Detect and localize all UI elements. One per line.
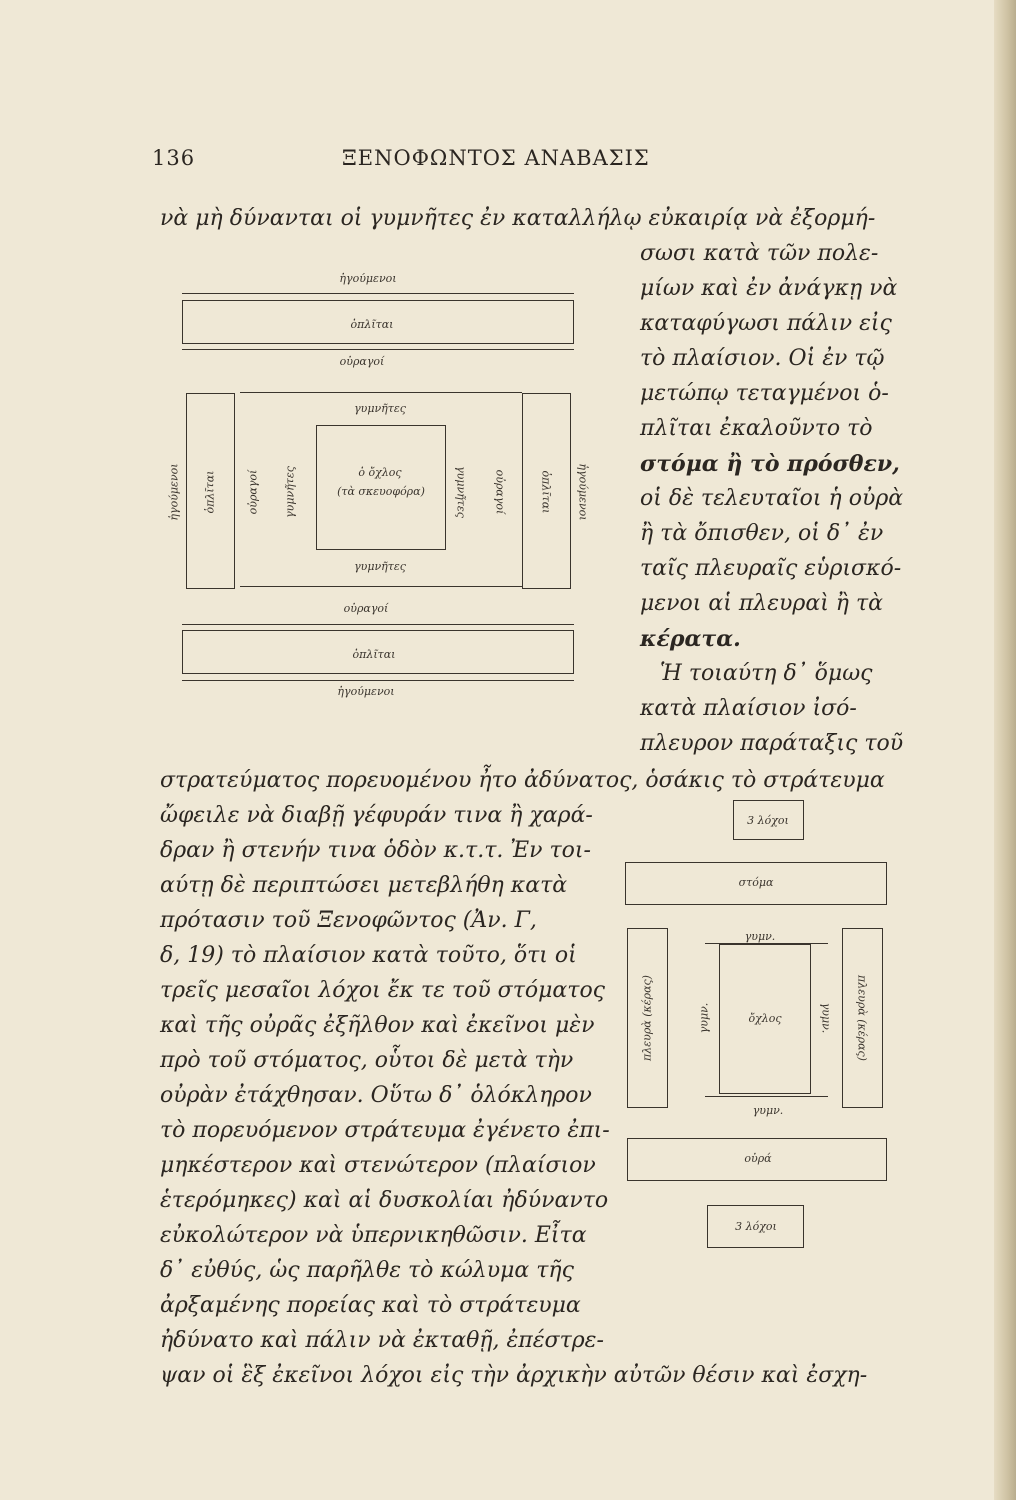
right-hoplites-label: ὁπλῖται	[539, 470, 553, 514]
text-line: τὸ πλαίσιον. Οἱ ἐν τῷ	[640, 346, 885, 371]
text-line: ἠδύνατο καὶ πάλιν νὰ ἐκταθῇ, ἐπέστρε-	[160, 1328, 604, 1353]
top-leaders-label: ἡγούμενοι	[339, 272, 397, 285]
text-line: κατὰ πλαίσιον ἰσό-	[640, 696, 857, 721]
right-rear-label: οὐραγοί	[493, 469, 507, 515]
text-line: στόμα ἢ τὸ πρόσθεν,	[640, 451, 900, 477]
text-line: ταῖς πλευραῖς εὑρισκό-	[640, 556, 902, 581]
text-line: μηκέστερον καὶ στενώτερον (πλαίσιον	[160, 1153, 596, 1178]
text-line: ἑτερόμηκες) καὶ αἱ δυσκολίαι ἠδύναντο	[160, 1188, 609, 1213]
bottom-light-line	[705, 1096, 828, 1097]
bottom-leaders-label: ἡγούμενοι	[337, 685, 395, 698]
text-line: νὰ μὴ δύνανται οἱ γυμνῆτες ἐν καταλλήλῳ εὐκαιρίᾳ νὰ ἐξορμή-	[160, 206, 876, 231]
text-line: κέρατα.	[640, 626, 741, 652]
crowd-label: ὄχλος	[748, 1012, 782, 1025]
left-flank-label: πλευρὰ (κέρας)	[640, 975, 654, 1061]
left-leaders-label: ἡγούμενοι	[167, 463, 181, 521]
text-line: πρότασιν τοῦ Ξενοφῶντος (Ἀν. Γ,	[160, 908, 537, 933]
bottom-leaders-line	[182, 680, 574, 681]
front-label: στόμα	[738, 876, 774, 889]
text-line: μίων καὶ ἐν ἀνάγκῃ νὰ	[640, 276, 898, 301]
right-leaders-label: ἡγούμενοι	[576, 463, 590, 521]
running-title: ΞΕΝΟΦΩΝΤΟΣ ΑΝΑΒΑΣΙΣ	[342, 146, 650, 170]
rear-label: οὐρά	[744, 1152, 772, 1165]
text-line: πρὸ τοῦ στόματος, οὗτοι δὲ μετὰ τὴν	[160, 1048, 574, 1073]
bottom-hoplites-label: ὁπλῖται	[352, 648, 396, 661]
top-companies-label: 3 λόχοι	[747, 814, 789, 827]
text-line: εὐκολώτερον νὰ ὑπερνικηθῶσιν. Εἶτα	[160, 1223, 587, 1248]
top-light-line	[240, 392, 522, 393]
text-line: οὐρὰν ἐτάχθησαν. Οὕτω δ᾽ ὁλόκληρον	[160, 1083, 592, 1108]
text-line: αύτῃ δὲ περιπτώσει μετεβλήθη κατὰ	[160, 873, 568, 898]
text-line: τρεῖς μεσαῖοι λόχοι ἔκ τε τοῦ στόματος	[160, 978, 606, 1003]
page-edge	[994, 0, 1016, 1500]
bottom-rear-line	[182, 624, 574, 625]
left-light-label: γυμνῆτες	[283, 466, 297, 518]
baggage-label: (τὰ σκευοφόρα)	[337, 485, 425, 498]
text-line: ὤφειλε νὰ διαβῇ γέφυράν τινα ἢ χαρά-	[160, 803, 593, 828]
text-line: πλευρον παράταξις τοῦ	[640, 731, 904, 756]
text-line: πλῖται ἐκαλοῦντο τὸ	[640, 416, 873, 441]
text-line: ψαν οἱ ἓξ ἐκεῖνοι λόχοι εἰς τὴν ἀρχικὴν αὐτῶν θέσιν καὶ ἐσχη-	[160, 1363, 868, 1388]
left-light-label: γυμν.	[697, 1002, 711, 1034]
text-line: ἀρξαμένης πορείας καὶ τὸ στράτευμα	[160, 1293, 581, 1318]
top-rear-line	[182, 349, 574, 350]
top-light-label: γυμν.	[744, 930, 776, 943]
text-line: σωσι κατὰ τῶν πολε-	[640, 241, 879, 266]
top-leaders-line	[182, 293, 574, 294]
left-rear-label: οὐραγοί	[246, 469, 260, 515]
bottom-light-label: γυμν.	[752, 1104, 784, 1117]
text-line: δ᾽ εὐθύς, ὡς παρῆλθε τὸ κώλυμα τῆς	[160, 1258, 574, 1283]
crowd-label: ὁ ὄχλος	[358, 466, 402, 479]
text-line: τὸ πορευόμενον στράτευμα ἐγένετο ἐπι-	[160, 1118, 610, 1143]
top-hoplites-label: ὁπλῖται	[350, 318, 394, 331]
right-light-label: γυμν.	[819, 1002, 833, 1034]
bottom-light-line	[240, 586, 522, 587]
bottom-light-label: γυμνῆτες	[354, 560, 406, 573]
page-number: 136	[152, 146, 196, 170]
text-line: Ἡ τοιαύτη δ᾽ ὅμως	[660, 661, 873, 686]
text-line: μενοι αἱ πλευραὶ ἢ τὰ	[640, 591, 884, 616]
top-light-label: γυμνῆτες	[354, 402, 406, 415]
text-line: καταφύγωσι πάλιν εἰς	[640, 311, 892, 336]
right-light-label: γυμνῆτες	[454, 466, 468, 518]
text-line: ἢ τὰ ὄπισθεν, οἱ δ᾽ ἐν	[640, 521, 884, 546]
top-rear-label: οὐραγοί	[339, 355, 385, 368]
text-line: οἱ δὲ τελευταῖοι ἡ οὐρὰ	[640, 486, 904, 511]
text-line: στρατεύματος πορευομένου ἦτο ἀδύνατος, ὁσάκις τὸ στράτευμα	[160, 768, 885, 793]
bottom-rear-label: οὐραγοί	[343, 602, 389, 615]
bottom-companies-label: 3 λόχοι	[735, 1220, 777, 1233]
text-line: δ, 19) τὸ πλαίσιον κατὰ τοῦτο, ὅτι οἱ	[160, 943, 577, 968]
right-flank-label: πλευρὰ (κέρας)	[855, 975, 869, 1061]
text-line: δραν ἢ στενήν τινα ὁδὸν κ.τ.τ. Ἐν τοι-	[160, 838, 591, 863]
text-line: μετώπῳ τεταγμένοι ὁ-	[640, 381, 889, 406]
text-line: καὶ τῆς οὐρᾶς ἐξῆλθον καὶ ἐκεῖνοι μὲν	[160, 1013, 595, 1038]
left-hoplites-label: ὁπλῖται	[203, 470, 217, 514]
